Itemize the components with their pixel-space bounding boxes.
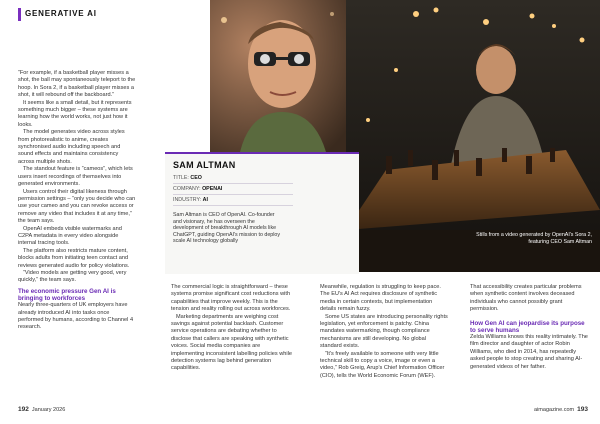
paragraph: “For example, if a basketball player misses a shot, the ball may spontaneously teleport to the hoop. In Sora 2, if a basketball player misses a shot, it will rebound off the backboard.”: [18, 70, 136, 99]
paragraph: Marketing departments are weighing cost savings against potential backlash. Customer service operations are debating whether to disclose that callers are speaking with synthetic voices. Social media companies are implementing inconsistent labelling policies while detection systems lag behind generation capabilities.: [171, 313, 292, 372]
page-number-left: 192: [18, 406, 29, 413]
footer-right: [534, 406, 588, 413]
subheading: The economic pressure Gen AI is bringing to workforces: [18, 287, 116, 302]
paragraph: Nearly three-quarters of UK employers have already introduced AI into tasks once performed by humans, according to Channel 4 research.: [18, 302, 134, 331]
profile-bio: Sam Altman is CEO of OpenAI. Co-founder and visionary, he has overseen the development of breakthrough AI models like ChatGPT, guiding OpenAI's mission to deploy scale AI technology globally: [173, 212, 281, 245]
profile-row-key: COMPANY:: [173, 186, 201, 192]
profile-row-company: [173, 185, 293, 195]
photo-closeup: [210, 0, 346, 152]
footer-left: [18, 406, 65, 413]
paragraph: Zelda Williams knows this reality intimately. The film director and daughter of actor Robin Williams, who died in 2014, has repeatedly asked people to stop creating and sharing AI-generated videos of her father.: [470, 334, 588, 370]
paragraph: It seems like a small detail, but it represents something much bigger – these systems are learning how the world works, not just how it looks.: [18, 99, 132, 128]
profile-row-key: TITLE:: [173, 175, 189, 181]
article-column-4: [470, 284, 588, 371]
page-number-right: 193: [577, 406, 588, 413]
article-column-3: [320, 284, 448, 380]
subheading: How Gen AI can jeopardise its purpose to serve humans: [470, 319, 585, 334]
paragraph: The model generates video across styles from photorealistic to anime, creates synchronised audio including speech and sound effects and maintains consistency across multiple shots.: [18, 129, 125, 165]
site-url: aimagazine.com: [534, 407, 575, 413]
profile-row-key: INDUSTRY:: [173, 197, 202, 203]
profile-row-title: [173, 174, 293, 184]
photo-caption: Stills from a video generated by OpenAI's Sora 2, featuring CEO Sam Altman: [476, 232, 592, 245]
issue-date: January 2026: [31, 407, 66, 413]
paragraph: Some US states are introducing personality rights legislation, yet enforcement is patchy. China mandates watermarking, though compliance mechanisms are still developing. No global standard exists.: [320, 313, 448, 350]
paragraph: Meanwhile, regulation is struggling to keep pace. The EU's AI Act requires disclosure of synthetic media in certain contexts, but implementation details remain fuzzy.: [320, 284, 441, 313]
section-label: GENERATIVE AI: [25, 9, 97, 18]
paragraph: The platform also restricts mature content, blocks adults from initiating teen contact and reviews generated audio for policy violations.: [18, 247, 130, 269]
profile-card: [165, 152, 359, 274]
paragraph: The standout feature is “cameos”, which lets users insert recordings of themselves into generated environments.: [18, 166, 133, 188]
profile-row-value: AI: [202, 197, 208, 203]
profile-name: SAM ALTMAN: [173, 160, 236, 170]
paragraph: “It's freely available to someone with very little technical skill to copy a voice, image or even a video,” Rob Greig, Arup's Chief Information Officer (CIO), tells the World Economic Forum (WEF).: [320, 350, 445, 379]
photo-closeup-illustration: [210, 0, 346, 152]
profile-row-industry: [173, 196, 293, 206]
profile-row-value: CEO: [190, 175, 202, 181]
profile-row-value: OPENAI: [202, 186, 223, 192]
section-accent-bar: [18, 8, 21, 21]
paragraph: That accessibility creates particular problems when synthetic content involves deceased individuals who cannot possibly grant permission.: [470, 284, 582, 313]
left-column: [18, 70, 136, 332]
article-column-2: [171, 284, 295, 373]
paragraph: “Video models are getting very good, very quickly,” the team says.: [18, 269, 127, 284]
paragraph: Users control their digital likeness through permission settings – “only you decide who can use your cameo and you can revoke access or remove any video that includes it at any time,” the team says.: [18, 188, 136, 225]
paragraph: The commercial logic is straightforward – these systems promise significant cost reductions with capabilities that improve weekly. This is the tension and reality rolling out across workforces.: [171, 284, 291, 313]
paragraph: OpenAI embeds visible watermarks and C2PA metadata in every video alongside internal tracing tools.: [18, 225, 122, 247]
